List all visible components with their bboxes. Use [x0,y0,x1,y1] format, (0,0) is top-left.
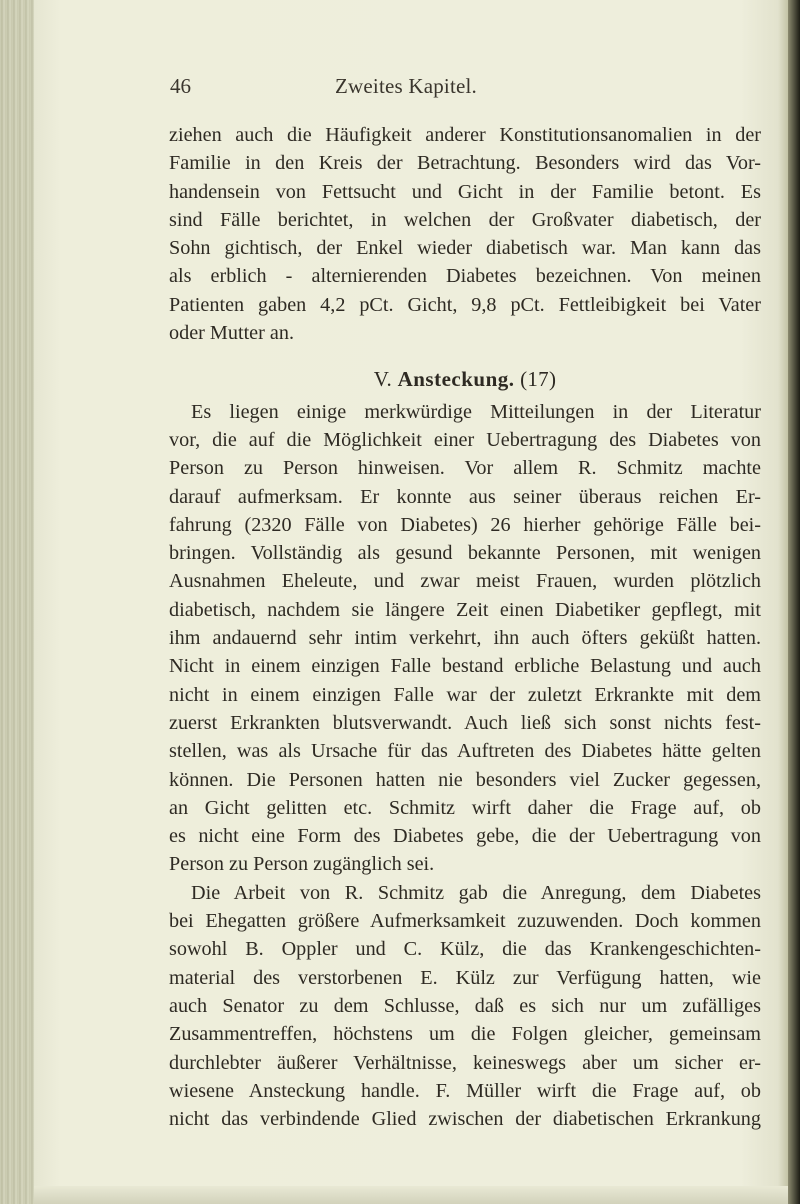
text-line: auch Senator zu dem Schlusse, daß es sich nur um zufälliges [169,994,761,1017]
text-line: darauf aufmerksam. Er konnte aus seiner überaus reichen Er- [169,485,761,508]
page-binding-edge [0,0,34,1204]
text-line: diabetisch, nachdem sie längere Zeit einen Diabetiker gepflegt, mit [169,598,761,621]
text-line: bringen. Vollständig als gesund bekannte Personen, mit wenigen [169,542,761,565]
text-line: sowohl B. Oppler und C. Külz, die das Krankengeschichten- [169,938,761,961]
paragraph-2 [169,398,761,879]
text-line: wiesene Ansteckung handle. F. Müller wirft die Frage auf, ob [169,1079,761,1102]
section-title: Ansteckung. [397,367,515,392]
text-line: es nicht eine Form des Diabetes gebe, die der Uebertragung von [169,825,761,848]
text-line: ziehen auch die Häufigkeit anderer Konstitutionsanomalien in der [169,124,761,146]
text-line: Patienten gaben 4,2 pCt. Gicht, 9,8 pCt. Fettleibigkeit bei Vater [169,293,761,316]
text-line: Nicht in einem einzigen Falle bestand erbliche Belastung und auch [169,655,761,678]
text-line: Die Arbeit von R. Schmitz gab die Anregung, dem Diabetes [191,881,761,904]
page-right-shadow [788,0,800,1204]
paragraph-3 [169,879,761,1134]
text-line: nicht in einem einzigen Falle war der zuletzt Erkrankte mit dem [169,683,761,706]
text-line: fahrung (2320 Fälle von Diabetes) 26 hierher gehörige Fälle bei- [169,513,761,536]
text-line: Person zu Person hinweisen. Vor allem R. Schmitz machte [169,457,761,480]
text-line: stellen, was als Ursache für das Auftreten des Diabetes hätte gelten [169,740,761,763]
section-number: V. [373,367,393,392]
section-heading [169,365,761,393]
paragraph-1 [169,121,761,347]
text-line: durchlebter äußerer Verhältnisse, keineswegs aber um sicher er- [169,1051,761,1074]
text-line: oder Mutter an. [169,322,295,345]
text-line: ihm andauernd sehr intim verkehrt, ihn auch öfters geküßt hatten. [169,627,761,650]
page-number: 46 [170,74,191,98]
text-line: nicht das verbindende Glied zwischen der diabetischen Erkrankung [169,1108,761,1131]
text-line: material des verstorbenen E. Külz zur Verfügung hatten, wie [169,966,761,989]
text-line: als erblich - alternierenden Diabetes bezeichnen. Von meinen [169,265,761,288]
text-line: Ausnahmen Eheleute, und zwar meist Frauen, wurden plötzlich [169,570,761,593]
running-head: Zweites Kapitel. [335,74,477,98]
text-line: Person zu Person zugänglich sei. [169,853,435,876]
page-bottom-edge [34,1186,788,1204]
text-line: Sohn gichtisch, der Enkel wieder diabetisch war. Man kann das [169,237,761,260]
text-line: sind Fälle berichtet, in welchen der Großvater diabetisch, der [169,208,761,231]
text-line: zuerst Erkrankten blutsverwandt. Auch ließ sich sonst nichts fest- [169,711,761,734]
text-line: Familie in den Kreis der Betrachtung. Besonders wird das Vor- [169,152,761,175]
text-line: Es liegen einige merkwürdige Mitteilungen in der Literatur [191,400,761,423]
text-line: können. Die Personen hatten nie besonders viel Zucker gegessen, [169,768,761,791]
text-line: an Gicht gelitten etc. Schmitz wirft daher die Frage auf, ob [169,796,761,819]
text-line: bei Ehegatten größere Aufmerksamkeit zuzuwenden. Doch kommen [169,910,761,933]
text-line: handensein von Fettsucht und Gicht in der Familie betont. Es [169,180,761,203]
text-line: vor, die auf die Möglichkeit einer Uebertragung des Diabetes von [169,428,761,451]
text-line: Zusammentreffen, höchstens um die Folgen gleicher, gemeinsam [169,1023,761,1046]
body-text [169,121,761,1133]
section-note: (17) [520,367,557,392]
page-header [0,74,800,104]
